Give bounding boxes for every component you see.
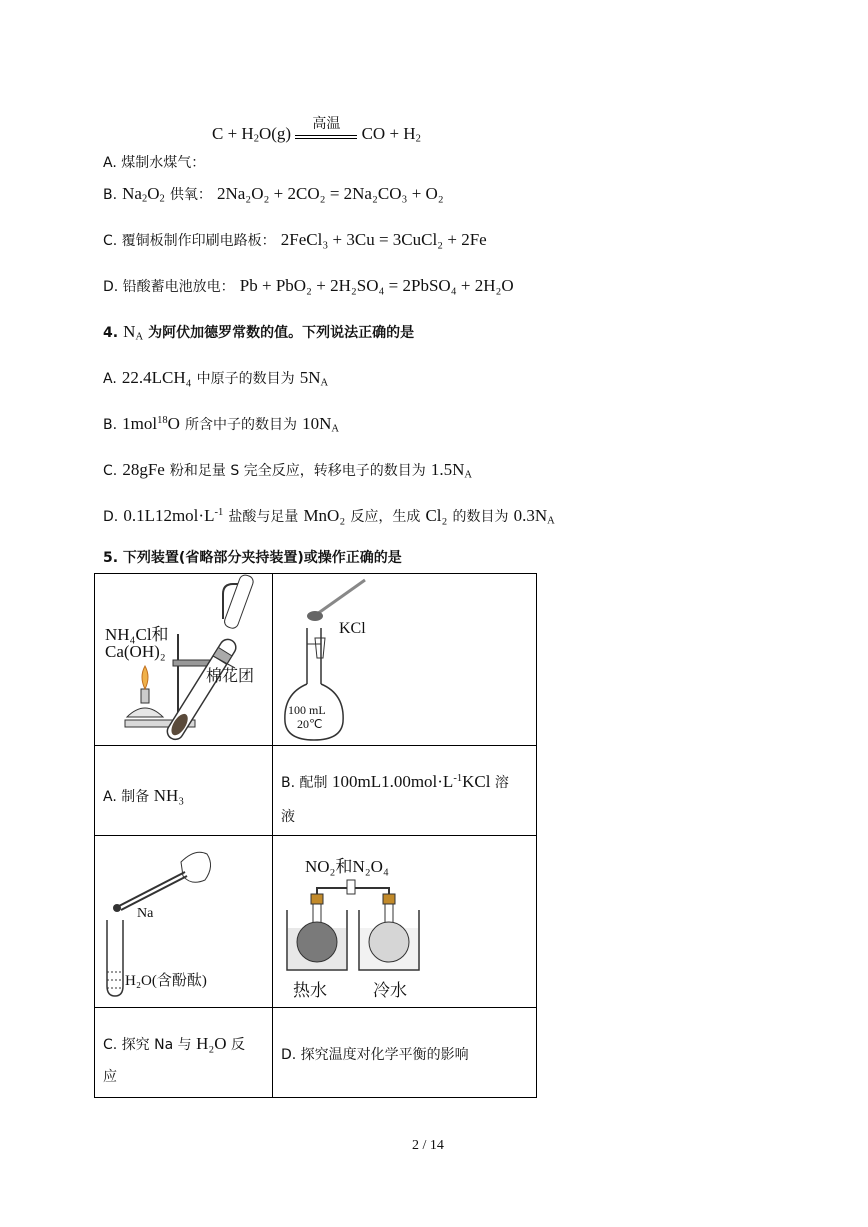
- caption-text: 液: [281, 809, 295, 825]
- f-part: O: [147, 184, 160, 203]
- q3-option-c: [103, 230, 487, 250]
- option-text: D. 铅酸蓄电池放电：: [103, 279, 235, 295]
- cell-caption-c: [95, 1008, 273, 1098]
- value: [514, 506, 555, 525]
- option-label: B.: [103, 187, 118, 203]
- formula: H₂O: [196, 1034, 227, 1053]
- caption-d: D. 探究温度对化学平衡的影响: [281, 1047, 469, 1063]
- f-part: O: [167, 414, 180, 433]
- fig-label: KCl: [339, 620, 366, 637]
- cell-figure-c: [95, 836, 273, 1008]
- f-part: 1mol: [122, 414, 158, 433]
- eq-condition: 高温: [312, 116, 341, 132]
- q4-option-b: [103, 414, 339, 435]
- option-text: 粉和足量 S 完全反应，转移电子的数目为: [169, 463, 426, 479]
- option-text: 所含中子的数目为: [185, 417, 298, 433]
- f-sup: 18: [157, 415, 168, 427]
- f-sub: 2: [159, 193, 165, 205]
- f-part: 10N: [302, 414, 332, 433]
- f-part: KCl: [462, 772, 491, 791]
- b-equation: 2Na₂O₂ + 2CO₂ = 2Na₂CO₃ + O₂: [216, 184, 444, 203]
- f-part: 100mL1.00mol·L: [331, 772, 454, 791]
- caption-text: B. 配制: [281, 775, 328, 791]
- f-sub: A: [320, 377, 329, 389]
- f-sub: A: [135, 331, 144, 343]
- eq-mid: O(g): [258, 124, 292, 143]
- eq-sub: 2: [253, 133, 259, 145]
- cell-figure-a: [95, 574, 273, 746]
- option-text: 供氧：: [169, 187, 212, 203]
- fig-label: H₂O(含酚酞): [125, 973, 207, 989]
- f-sub: A: [331, 423, 339, 435]
- cell-caption-d: [273, 1008, 537, 1098]
- option-text: 盐酸与足量: [228, 509, 299, 525]
- q3-option-b: [103, 184, 444, 205]
- fig-label: 热水: [293, 981, 327, 1001]
- q4-stem: [103, 322, 414, 343]
- caption-c: [103, 1034, 245, 1054]
- caption-b: [281, 772, 509, 792]
- cell-caption-b: [273, 746, 537, 836]
- value: [300, 368, 328, 387]
- caption-text: 反: [231, 1037, 246, 1053]
- f-part: N: [123, 322, 136, 341]
- b-formula: [122, 184, 165, 203]
- q4-option-c: [103, 460, 472, 481]
- eq-left: C + H: [212, 124, 254, 143]
- eq-arrow: [295, 116, 357, 139]
- fig-label: 20℃: [297, 717, 323, 731]
- formula: [332, 772, 490, 791]
- value: [302, 414, 339, 433]
- fig-label: 100 mL: [288, 703, 326, 717]
- caption-a: [103, 786, 184, 806]
- fig-label: NH₄Cl和: [105, 625, 169, 644]
- option-text: 的数目为: [452, 509, 509, 525]
- fig-label: Ca(OH)₂: [105, 642, 166, 661]
- q3-option-a: A. 煤制水煤气：: [103, 155, 206, 171]
- d-equation: Pb + PbO₂ + 2H₂SO₄ = 2PbSO₄ + 2H₂O: [239, 276, 514, 295]
- caption-text: C. 探究 Na 与: [103, 1037, 192, 1053]
- apparatus-table: [94, 573, 537, 1098]
- f-sup: -1: [453, 773, 463, 785]
- option-label: A.: [103, 371, 117, 387]
- formula: NH₃: [153, 786, 185, 805]
- q4-option-d: [103, 506, 555, 527]
- quantity: 28gFe: [122, 460, 165, 479]
- f-sub: A: [464, 469, 472, 481]
- quantity: [122, 414, 180, 433]
- quantity: [123, 506, 223, 525]
- f-part: 0.1L12mol·L: [123, 506, 215, 525]
- q5-stem: 5. 下列装置(省略部分夹持装置)或操作正确的是: [103, 550, 402, 566]
- option-text: 反应，生成: [350, 509, 421, 525]
- f-part: Na: [122, 184, 142, 203]
- question-text: 为阿伏加德罗常数的值。下列说法正确的是: [148, 325, 415, 341]
- cell-caption-a: [95, 746, 273, 836]
- option-text: C. 覆铜板制作印刷电路板：: [103, 233, 276, 249]
- cell-figure-b: [273, 574, 537, 746]
- f-sub: 2: [141, 193, 148, 205]
- formula: Cl₂: [425, 506, 448, 525]
- question-number: 4.: [103, 325, 119, 341]
- caption-text: A. 制备: [103, 789, 150, 805]
- eq-sub: 2: [415, 133, 421, 145]
- f-part: 5N: [299, 368, 321, 387]
- caption-text: 应: [103, 1069, 117, 1085]
- fig-label: 冷水: [373, 981, 407, 1001]
- c-equation: 2FeCl₃ + 3Cu = 3CuCl₂ + 2Fe: [280, 230, 487, 249]
- option-label: B.: [103, 417, 118, 433]
- f-part: 0.3N: [513, 506, 548, 525]
- formula: MnO₂: [303, 506, 346, 525]
- f-sub: A: [547, 515, 555, 527]
- eq-right: CO + H: [361, 124, 416, 143]
- option-text: 中原子的数目为: [196, 371, 295, 387]
- f-part: 1.5N: [430, 460, 465, 479]
- fig-label: NO₂和N₂O₄: [305, 857, 389, 876]
- caption-text: 溶: [494, 775, 509, 791]
- option-label: C.: [103, 463, 118, 479]
- top-equation: [212, 116, 421, 145]
- na-symbol: [123, 322, 143, 341]
- cell-figure-d: [273, 836, 537, 1008]
- value: [431, 460, 472, 479]
- option-label: D.: [103, 509, 119, 525]
- fig-label: 棉花团: [206, 666, 255, 685]
- q3-option-d: [103, 276, 514, 296]
- quantity: 22.4LCH₄: [121, 368, 192, 387]
- fig-label: Na: [137, 906, 154, 921]
- page-number: 2 / 14: [412, 1138, 444, 1153]
- q4-option-a: [103, 368, 328, 389]
- f-sup: -1: [214, 507, 224, 519]
